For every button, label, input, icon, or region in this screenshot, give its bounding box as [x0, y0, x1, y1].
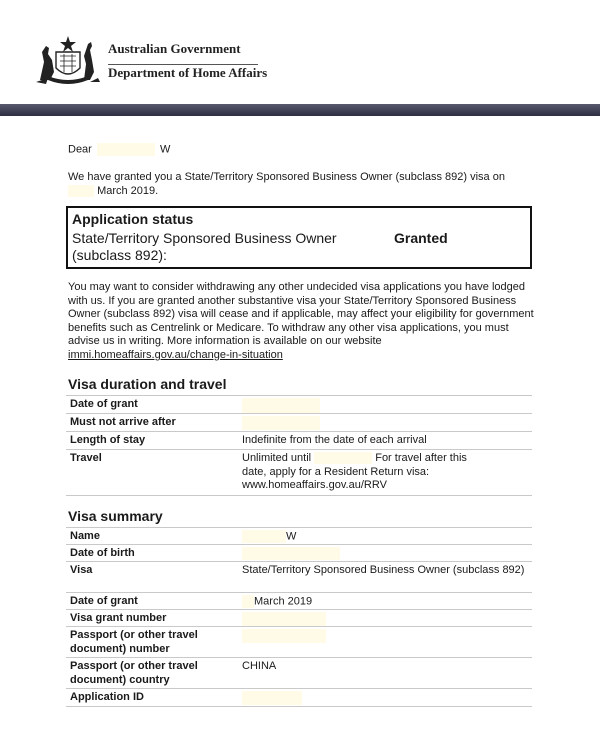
row-value: Indefinite from the date of each arrival: [242, 434, 427, 446]
application-status-box: [66, 206, 532, 269]
table-row: [66, 657, 532, 688]
row-value: [238, 528, 532, 544]
salutation-prefix: Dear: [68, 143, 92, 156]
row-value: [238, 593, 532, 609]
row-label: Visa grant number: [70, 612, 167, 624]
salutation: [68, 143, 170, 156]
redacted-day: [242, 595, 254, 608]
summary-section-title: Visa summary: [68, 508, 163, 524]
table-row: [66, 544, 532, 561]
government-name: Australian Government: [108, 41, 241, 56]
summary-table: [66, 527, 532, 707]
table-row: [66, 395, 532, 413]
row-label: Travel: [70, 452, 102, 464]
redacted-value: [242, 398, 320, 414]
table-end-rule: [66, 495, 532, 496]
change-in-situation-link[interactable]: immi.homeaffairs.gov.au/change-in-situation: [68, 348, 283, 361]
row-label: Passport (or other travel document) number: [70, 629, 198, 655]
row-label: Length of stay: [70, 434, 146, 446]
redacted-value: [242, 612, 326, 626]
redacted-value: [242, 416, 320, 430]
row-value: [238, 627, 532, 657]
header-band: [0, 104, 600, 116]
table-row: [66, 527, 532, 544]
grant-notice-date: March 2019.: [97, 185, 159, 197]
redacted-value: [242, 629, 326, 643]
grant-notice-text: We have granted you a State/Territory Sponsored Business Owner (subclass 892) visa on: [68, 171, 505, 183]
travel-value-start: Unlimited until: [242, 452, 312, 464]
table-row: [66, 413, 532, 431]
letterhead: [0, 0, 600, 118]
row-label: Date of birth: [70, 547, 135, 559]
advice-paragraph: [68, 281, 538, 363]
table-row: [66, 449, 532, 495]
row-value: [238, 414, 532, 431]
row-label: Application ID: [70, 691, 144, 703]
travel-value-end: For travel after this date, apply for a Resident Return visa: www.homeaffairs.gov.au/RRV: [242, 452, 467, 491]
table-row: [66, 431, 532, 449]
redacted-day: [68, 185, 94, 197]
grant-date-value: March 2019: [254, 595, 313, 608]
redacted-value: [242, 530, 286, 543]
row-value: CHINA: [242, 660, 277, 672]
table-row: [66, 592, 532, 609]
row-value: [238, 396, 532, 413]
redacted-date: [314, 452, 372, 464]
salutation-suffix: W: [159, 143, 171, 156]
row-value: State/Territory Sponsored Business Owner (subclass 892): [242, 564, 525, 576]
department-name: Department of Home Affairs: [108, 65, 268, 80]
redacted-name: [97, 143, 155, 156]
advice-text: You may want to consider withdrawing any other undecided visa applications you have lodged with us. If you are granted another substantive visa your State/Territory Sponsored Business Owner (subclass 892) visa will cease and if applicable, may affect your eligibility for government benefits such as Centrelink or Medicare. To withdraw any other visa applications, you must advise us in writing. More information is available on our website: [68, 281, 534, 348]
table-end-rule: [66, 706, 532, 707]
application-status-title: Application status: [72, 211, 194, 227]
application-status-visa: State/Territory Sponsored Business Owner (subclass 892):: [72, 230, 337, 263]
row-label: Date of grant: [70, 595, 138, 607]
table-row: [66, 626, 532, 657]
name-suffix: W: [286, 530, 297, 543]
redacted-value: [242, 691, 302, 705]
table-row: [66, 688, 532, 706]
coat-of-arms-logo: [34, 28, 102, 86]
row-label: Date of grant: [70, 398, 138, 410]
row-label: Passport (or other travel document) country: [70, 660, 198, 686]
row-value: [238, 610, 532, 626]
redacted-value: [242, 547, 340, 560]
row-value: [238, 689, 532, 706]
table-row: [66, 609, 532, 626]
table-row: [66, 561, 532, 592]
duration-table: [66, 395, 532, 496]
row-value: [238, 545, 532, 561]
row-label: Must not arrive after: [70, 416, 176, 428]
duration-section-title: Visa duration and travel: [68, 376, 227, 392]
row-label: Visa: [70, 564, 93, 576]
row-value: [238, 450, 532, 495]
grant-notice: [68, 170, 538, 198]
row-label: Name: [70, 530, 100, 542]
application-status-value: Granted: [394, 230, 448, 246]
